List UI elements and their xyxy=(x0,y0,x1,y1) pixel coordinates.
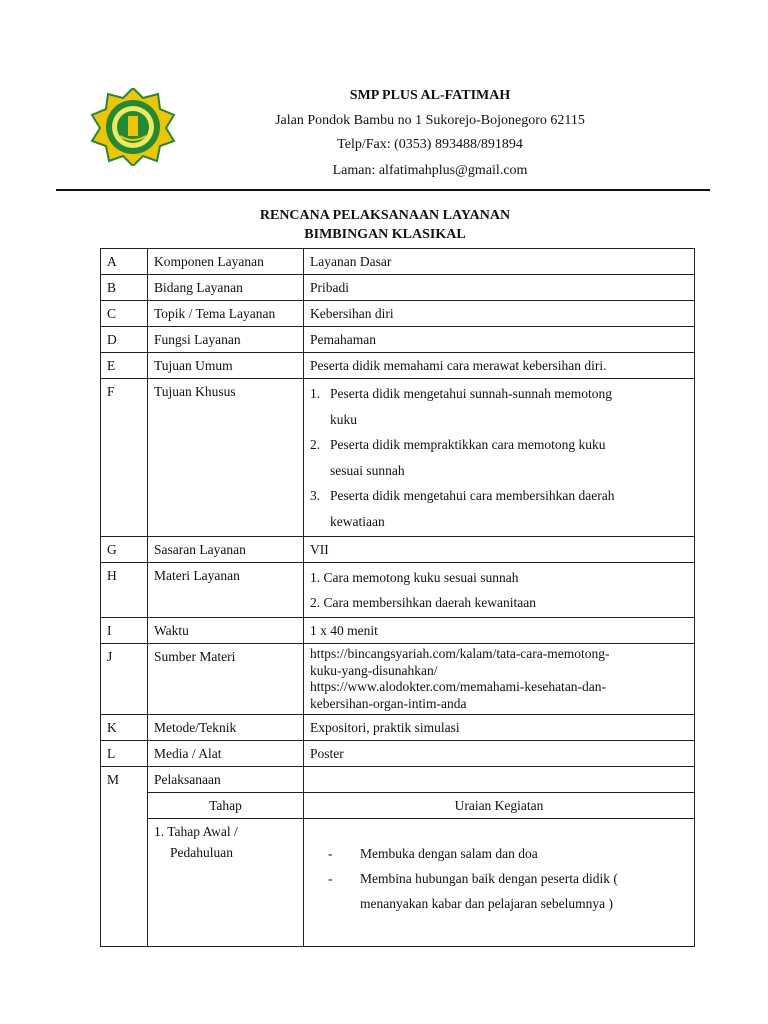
row-code: L xyxy=(101,741,148,767)
list-item-cont: kuku xyxy=(330,411,357,427)
row-value: Peserta didik memahami cara merawat kebersihan diri. xyxy=(304,353,695,379)
row-code: K xyxy=(101,715,148,741)
row-code: G xyxy=(101,537,148,563)
school-logo xyxy=(90,88,176,166)
row-code: A xyxy=(101,249,148,275)
activity-item: - Membuka dengan salam dan doa xyxy=(328,846,538,861)
row-value: VII xyxy=(304,537,695,563)
row-value: Pribadi xyxy=(304,275,695,301)
row-code: H xyxy=(101,563,148,618)
row-code: E xyxy=(101,353,148,379)
row-value: Pemahaman xyxy=(304,327,695,353)
tahap-header: Tahap xyxy=(148,793,304,819)
row-label: Bidang Layanan xyxy=(148,275,304,301)
row-j xyxy=(101,644,695,715)
row-label: Sumber Materi xyxy=(148,644,304,715)
school-address: Jalan Pondok Bambu no 1 Sukorejo-Bojonegoro 62115 xyxy=(275,113,585,128)
list-item-cont: sesuai sunnah xyxy=(330,462,405,478)
rpl-table xyxy=(100,248,695,947)
doc-title-line2: BIMBINGAN KLASIKAL xyxy=(304,227,466,242)
row-label: Media / Alat xyxy=(148,741,304,767)
row-value xyxy=(304,644,695,715)
row-c xyxy=(101,301,695,327)
row-value: 1 x 40 menit xyxy=(304,618,695,644)
row-code: M xyxy=(101,767,148,947)
row-label: Metode/Teknik xyxy=(148,715,304,741)
row-label: Tujuan Khusus xyxy=(148,379,304,537)
row-value: Expositori, praktik simulasi xyxy=(304,715,695,741)
row-code: B xyxy=(101,275,148,301)
stage-label: 1. Tahap Awal / Pedahuluan xyxy=(148,819,304,947)
source-link[interactable]: https://www.alodokter.com/memahami-kesehatan-dan- xyxy=(310,679,607,694)
row-label: Fungsi Layanan xyxy=(148,327,304,353)
row-l xyxy=(101,741,695,767)
activity-item-cont: menanyakan kabar dan pelajaran sebelumnya ) xyxy=(360,896,614,911)
row-label: Tujuan Umum xyxy=(148,353,304,379)
row-value: Layanan Dasar xyxy=(304,249,695,275)
source-link[interactable]: https://bincangsyariah.com/kalam/tata-cara-memotong- xyxy=(310,646,610,661)
source-link[interactable]: kebersihan-organ-intim-anda xyxy=(310,695,467,711)
row-label: Waktu xyxy=(148,618,304,644)
row-code: I xyxy=(101,618,148,644)
row-k xyxy=(101,715,695,741)
row-b xyxy=(101,275,695,301)
materi-line: 1. Cara memotong kuku sesuai sunnah xyxy=(310,570,519,585)
row-label: Materi Layanan xyxy=(148,563,304,618)
source-link[interactable]: kuku-yang-disunahkan/ xyxy=(310,662,438,678)
row-label: Topik / Tema Layanan xyxy=(148,301,304,327)
logo-emblem xyxy=(128,116,138,136)
row-h xyxy=(101,563,695,618)
row-value: Kebersihan diri xyxy=(304,301,695,327)
list-item: 3. Peserta didik mengetahui cara membersihkan daerah xyxy=(310,488,615,503)
row-g xyxy=(101,537,695,563)
pelaksanaan-header-row xyxy=(101,793,695,819)
row-label: Sasaran Layanan xyxy=(148,537,304,563)
row-value: Poster xyxy=(304,741,695,767)
row-label: Pelaksanaan xyxy=(148,767,304,793)
uraian-header: Uraian Kegiatan xyxy=(304,793,695,819)
row-label: Komponen Layanan xyxy=(148,249,304,275)
letterhead-divider xyxy=(56,189,710,191)
row-code: C xyxy=(101,301,148,327)
list-item: 1. Peserta didik mengetahui sunnah-sunnah memotong xyxy=(310,386,612,401)
row-code: J xyxy=(101,644,148,715)
stage-activities xyxy=(304,819,695,947)
row-code: F xyxy=(101,379,148,537)
materi-line: 2. Cara membersihkan daerah kewanitaan xyxy=(310,595,537,610)
row-m xyxy=(101,767,695,793)
row-value xyxy=(304,563,695,618)
row-code: D xyxy=(101,327,148,353)
school-phone: Telp/Fax: (0353) 893488/891894 xyxy=(337,137,523,152)
row-d xyxy=(101,327,695,353)
doc-title-line1: RENCANA PELAKSANAAN LAYANAN xyxy=(259,208,511,223)
row-a xyxy=(101,249,695,275)
activity-item: - Membina hubungan baik dengan peserta didik ( xyxy=(328,871,618,886)
row-value xyxy=(304,767,695,793)
school-name: SMP PLUS AL-FATIMAH xyxy=(349,88,511,103)
row-e xyxy=(101,353,695,379)
row-value xyxy=(304,379,695,537)
list-item: 2. Peserta didik mempraktikkan cara memotong kuku xyxy=(310,437,606,452)
stage-row xyxy=(101,819,695,947)
school-email: Laman: alfatimahplus@gmail.com xyxy=(332,163,528,178)
list-item-cont: kewatiaan xyxy=(330,513,385,529)
row-f xyxy=(101,379,695,537)
row-i xyxy=(101,618,695,644)
